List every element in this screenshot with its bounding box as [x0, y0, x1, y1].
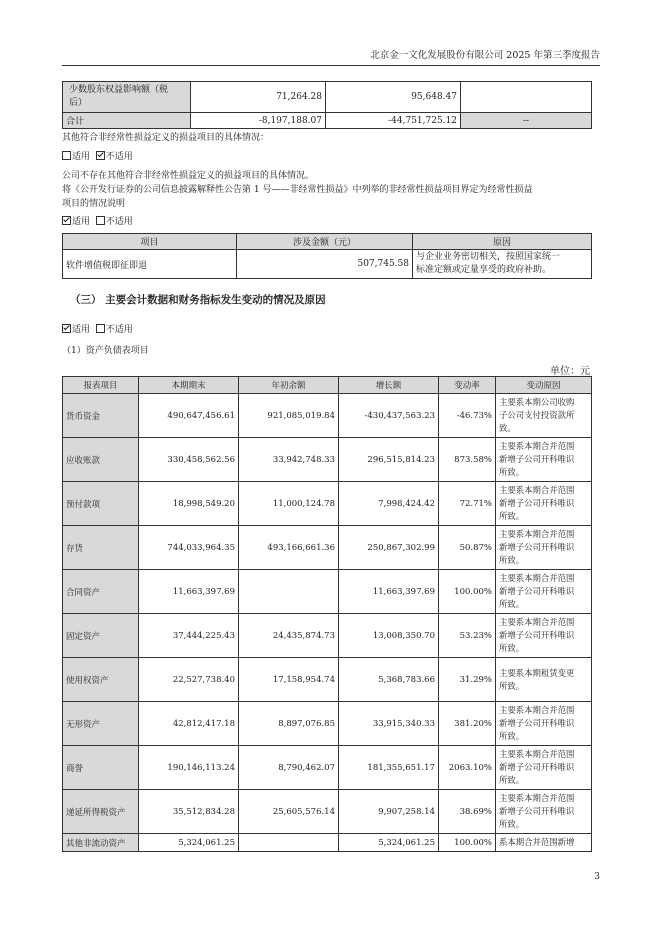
- reason-line: 主要系本期公司收购: [499, 397, 575, 407]
- period-end-value: 11,663,397.69: [139, 570, 239, 614]
- reason-line: 新增子公司开科唯识: [499, 762, 575, 772]
- header-amount: 涉及金额（元）: [237, 234, 413, 250]
- item: 使用权资产: [63, 658, 139, 702]
- reason-line: 所致。: [499, 599, 525, 609]
- period-end-value: 5,324,061.25: [139, 834, 239, 852]
- table-row: [63, 250, 592, 279]
- year-begin-value: 11,000,124.78: [239, 482, 339, 526]
- change-rate: 72.71%: [439, 482, 496, 526]
- year-begin-value: [239, 834, 339, 852]
- change-reason: [496, 526, 592, 570]
- table-row: [63, 82, 592, 113]
- current-amount: -8,197,188.07: [191, 113, 326, 129]
- checkbox-applicable[interactable]: [62, 151, 71, 160]
- change-rate: 100.00%: [439, 570, 496, 614]
- reason-line: 所致。: [499, 680, 525, 691]
- reason-line: 所致。: [499, 819, 525, 829]
- period-end-value: 744,033,964.35: [139, 526, 239, 570]
- reason-line: 所致。: [499, 731, 525, 741]
- note: --: [461, 113, 592, 129]
- header-item: 项目: [63, 234, 237, 250]
- other-items-statement: 公司不存在其他符合非经常性损益定义的损益项目的具体情况。: [62, 171, 315, 181]
- period-end-value: 18,998,549.20: [139, 482, 239, 526]
- change-reason: [496, 394, 592, 438]
- reason-line: 所致。: [499, 643, 525, 653]
- prior-amount: -44,751,725.12: [326, 113, 461, 129]
- reason: [413, 250, 592, 279]
- change-value: -430,437,563.23: [339, 394, 439, 438]
- table-row: [63, 834, 592, 852]
- reason-line: 与企业业务密切相关，按照国家统一: [416, 252, 561, 262]
- change-value: 181,355,651.17: [339, 746, 439, 790]
- change-reason: [496, 614, 592, 658]
- table-row: [63, 746, 592, 790]
- year-begin-value: 25,605,576.14: [239, 790, 339, 834]
- reason-line: 系本期合并范围新增: [499, 837, 575, 847]
- item: 商誉: [63, 746, 139, 790]
- year-begin-value: 8,897,076.85: [239, 702, 339, 746]
- section-title: （三） 主要会计数据和财务指标发生变动的情况及原因: [70, 294, 326, 306]
- change-reason: [496, 702, 592, 746]
- reason-line: 主要系本期租赁变更: [499, 667, 575, 678]
- period-end-value: 37,444,225.43: [139, 614, 239, 658]
- reason-line: 所致。: [499, 555, 525, 565]
- change-value: 5,324,061.25: [339, 834, 439, 852]
- change-reason: [496, 746, 592, 790]
- year-begin-value: 24,435,874.73: [239, 614, 339, 658]
- year-begin-value: 493,166,661.36: [239, 526, 339, 570]
- page-header: 北京金一文化发展股份有限公司 2025 年第三季度报告: [370, 50, 600, 61]
- header-year-begin: 年初余额: [239, 377, 339, 394]
- change-value: 9,907,258.14: [339, 790, 439, 834]
- item: 合同资产: [63, 570, 139, 614]
- reason-line: 新增子公司开科唯识: [499, 498, 575, 508]
- header-period-end: 本期期末: [139, 377, 239, 394]
- table-row: [63, 570, 592, 614]
- table-row: [63, 438, 592, 482]
- period-end-value: 42,812,417.18: [139, 702, 239, 746]
- item: 货币资金: [63, 394, 139, 438]
- reason-line: 子公司支付投资款所: [499, 410, 575, 420]
- change-rate: 381.20%: [439, 702, 496, 746]
- item: 无形资产: [63, 702, 139, 746]
- period-end-value: 35,512,834.28: [139, 790, 239, 834]
- label-not-applicable: 不适用: [105, 152, 133, 162]
- item: 固定资产: [63, 614, 139, 658]
- change-rate: 2063.10%: [439, 746, 496, 790]
- change-rate: 38.69%: [439, 790, 496, 834]
- change-value: 7,998,424.42: [339, 482, 439, 526]
- reason-line: 新增子公司开科唯识: [499, 454, 575, 464]
- subsection-title: （1）资产负债表项目: [62, 346, 149, 356]
- reason-line: 致。: [499, 423, 516, 433]
- table-row: [63, 790, 592, 834]
- reason-line: 主要系本期合并范围: [499, 573, 575, 583]
- checkbox-not-applicable[interactable]: [96, 324, 105, 333]
- checkbox-applicable[interactable]: [62, 216, 71, 225]
- item: 软件增值税即征即退: [63, 250, 237, 279]
- table-row: [63, 113, 592, 129]
- change-rate: -46.73%: [439, 394, 496, 438]
- checkbox-applicable[interactable]: [62, 324, 71, 333]
- change-value: 13,008,350.70: [339, 614, 439, 658]
- amount: 507,745.58: [237, 250, 413, 279]
- table-row: [63, 394, 592, 438]
- change-reason: [496, 790, 592, 834]
- change-rate: 53.23%: [439, 614, 496, 658]
- header-reason: 原因: [413, 234, 592, 250]
- item: 预付款项: [63, 482, 139, 526]
- current-amount: 71,264.28: [191, 82, 326, 113]
- row-label: 合计: [63, 113, 191, 129]
- change-value: 5,368,783.66: [339, 658, 439, 702]
- period-end-value: 490,647,456.61: [139, 394, 239, 438]
- period-end-value: 330,458,562.56: [139, 438, 239, 482]
- table-row: [63, 658, 592, 702]
- label-applicable: 适用: [72, 217, 91, 227]
- reclassification-note-line1: 将《公开发行证券的公司信息披露解释性公告第 1 号——非经常性损益》中列举的非经常性损益项目界定为经常性损益: [62, 185, 533, 195]
- header-change: 增长额: [339, 377, 439, 394]
- header-reason: 变动原因: [496, 377, 592, 394]
- table-row: [63, 702, 592, 746]
- label-applicable: 适用: [72, 152, 91, 162]
- change-value: 250,867,302.99: [339, 526, 439, 570]
- table-header-row: [63, 234, 592, 250]
- change-rate: 873.58%: [439, 438, 496, 482]
- change-reason: [496, 570, 592, 614]
- balance-sheet-table: [62, 376, 592, 852]
- year-begin-value: 8,790,462.07: [239, 746, 339, 790]
- reason-line: 主要系本期合并范围: [499, 793, 575, 803]
- period-end-value: 22,527,738.40: [139, 658, 239, 702]
- reason-line: 新增子公司开科唯识: [499, 630, 575, 640]
- reason-line: 新增子公司开科唯识: [499, 542, 575, 552]
- reason-line: 所致。: [499, 511, 525, 521]
- change-reason: [496, 438, 592, 482]
- change-reason: [496, 658, 592, 702]
- row-label: 少数股东权益影响额（税后）: [63, 82, 191, 113]
- reason-line: 主要系本期合并范围: [499, 485, 575, 495]
- reason-line: 新增子公司开科唯识: [499, 586, 575, 596]
- year-begin-value: 33,942,748.33: [239, 438, 339, 482]
- change-value: 11,663,397.69: [339, 570, 439, 614]
- item: 应收账款: [63, 438, 139, 482]
- page-number: 3: [594, 872, 600, 882]
- item: 存货: [63, 526, 139, 570]
- period-end-value: 190,146,113.24: [139, 746, 239, 790]
- reason-line: 主要系本期合并范围: [499, 617, 575, 627]
- header-item: 报表项目: [63, 377, 139, 394]
- checkbox-not-applicable[interactable]: [96, 216, 105, 225]
- recurring-items-table: [62, 233, 592, 279]
- header-rule: [62, 65, 600, 66]
- table-row: [63, 614, 592, 658]
- reason-line: 主要系本期合并范围: [499, 705, 575, 715]
- prior-amount: 95,648.47: [326, 82, 461, 113]
- reason-line: 主要系本期合并范围: [499, 529, 575, 539]
- header-rate: 变动率: [439, 377, 496, 394]
- year-begin-value: 921,085,019.84: [239, 394, 339, 438]
- change-rate: 50.87%: [439, 526, 496, 570]
- table-row: [63, 526, 592, 570]
- other-items-intro: 其他符合非经常性损益定义的损益项目的具体情况：: [62, 133, 270, 143]
- label-applicable: 适用: [72, 325, 91, 335]
- label-not-applicable: 不适用: [105, 325, 133, 335]
- reason-line: 新增子公司开科唯识: [499, 806, 575, 816]
- note: [461, 82, 592, 113]
- reason-line: 所致。: [499, 467, 525, 477]
- reason-line: 主要系本期合并范围: [499, 441, 575, 451]
- change-reason: [496, 834, 592, 852]
- item: 递延所得税资产: [63, 790, 139, 834]
- unit-label: 单位：元: [550, 366, 590, 377]
- label-not-applicable: 不适用: [105, 217, 133, 227]
- change-rate: 31.29%: [439, 658, 496, 702]
- reason-line: 标准定额或定量享受的政府补助。: [416, 265, 552, 275]
- applicability-checkboxes-3: [62, 322, 133, 335]
- reclassification-note-line2: 项目的情况说明: [62, 199, 126, 209]
- reason-line: 主要系本期合并范围: [499, 749, 575, 759]
- table-header-row: [63, 377, 592, 394]
- checkbox-not-applicable[interactable]: [96, 151, 105, 160]
- applicability-checkboxes-1: [62, 149, 133, 162]
- item: 其他非流动资产: [63, 834, 139, 852]
- applicability-checkboxes-2: [62, 214, 133, 227]
- change-value: 33,915,340.33: [339, 702, 439, 746]
- year-begin-value: 17,158,954.74: [239, 658, 339, 702]
- change-rate: 100.00%: [439, 834, 496, 852]
- change-value: 296,515,814.23: [339, 438, 439, 482]
- non-recurring-table-tail: [62, 81, 592, 129]
- reason-line: 新增子公司开科唯识: [499, 718, 575, 728]
- reason-line: 所致。: [499, 775, 525, 785]
- table-row: [63, 482, 592, 526]
- year-begin-value: [239, 570, 339, 614]
- change-reason: [496, 482, 592, 526]
